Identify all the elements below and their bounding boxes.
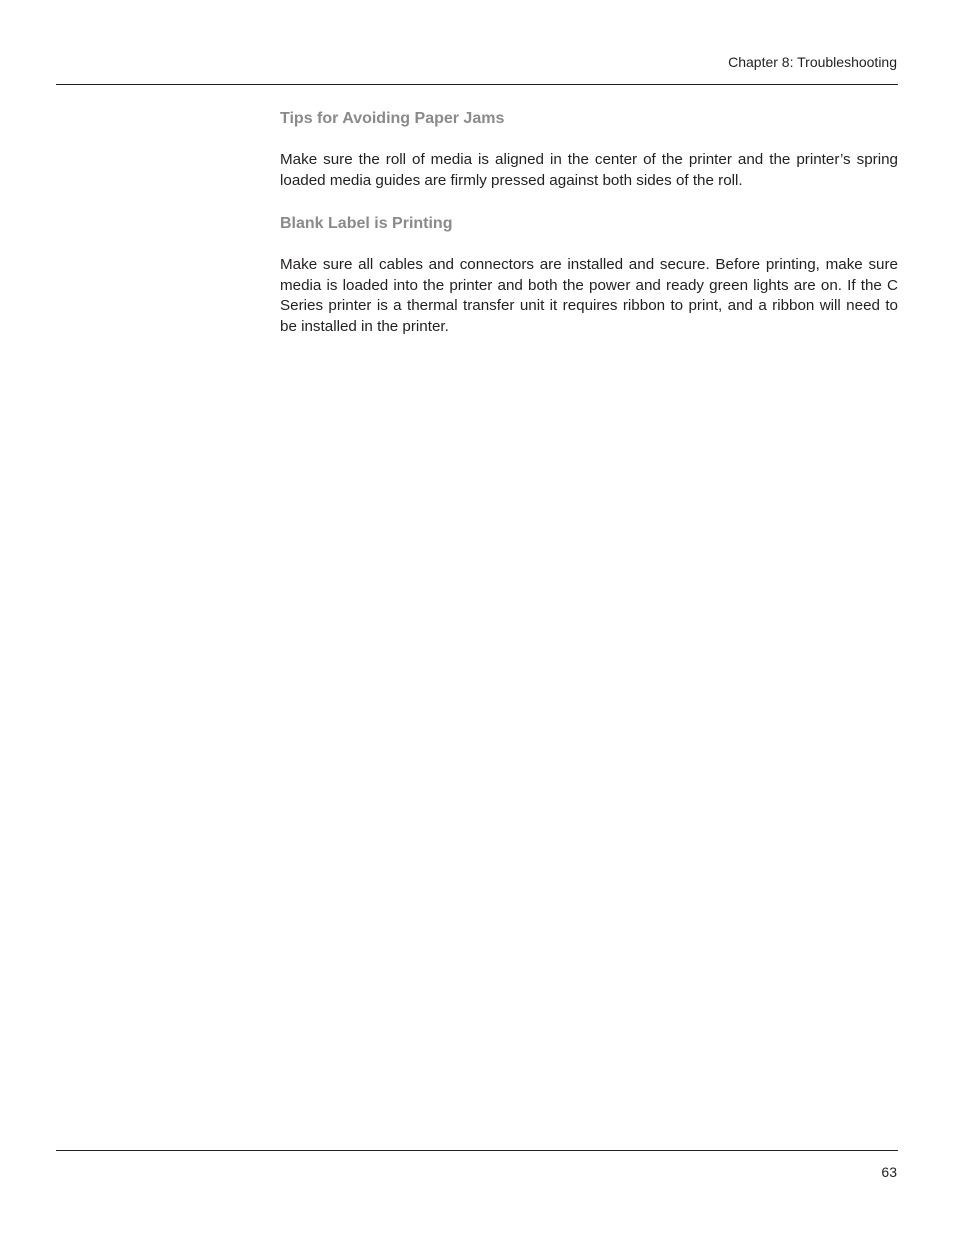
page-number: 63 — [881, 1164, 897, 1180]
running-header: Chapter 8: Troubleshooting — [728, 54, 897, 70]
section-blank-label — [280, 213, 898, 337]
section-body: Make sure all cables and connectors are installed and secure. Before printing, make sure media is loaded into the printer and both the power and ready green lights are on. If the C Series printer is a thermal transfer unit it requires ribbon to print, and a ribbon will need to be installed in the printer. — [280, 256, 898, 335]
section-heading: Blank Label is Printing — [280, 215, 453, 232]
header-rule — [56, 84, 898, 85]
section-heading: Tips for Avoiding Paper Jams — [280, 110, 505, 127]
footer-rule — [56, 1150, 898, 1151]
section-paper-jams — [280, 108, 898, 191]
page-content — [280, 108, 898, 337]
section-body: Make sure the roll of media is aligned in the center of the printer and the printer’s spring loaded media guides are firmly pressed against both sides of the roll. — [280, 151, 898, 189]
